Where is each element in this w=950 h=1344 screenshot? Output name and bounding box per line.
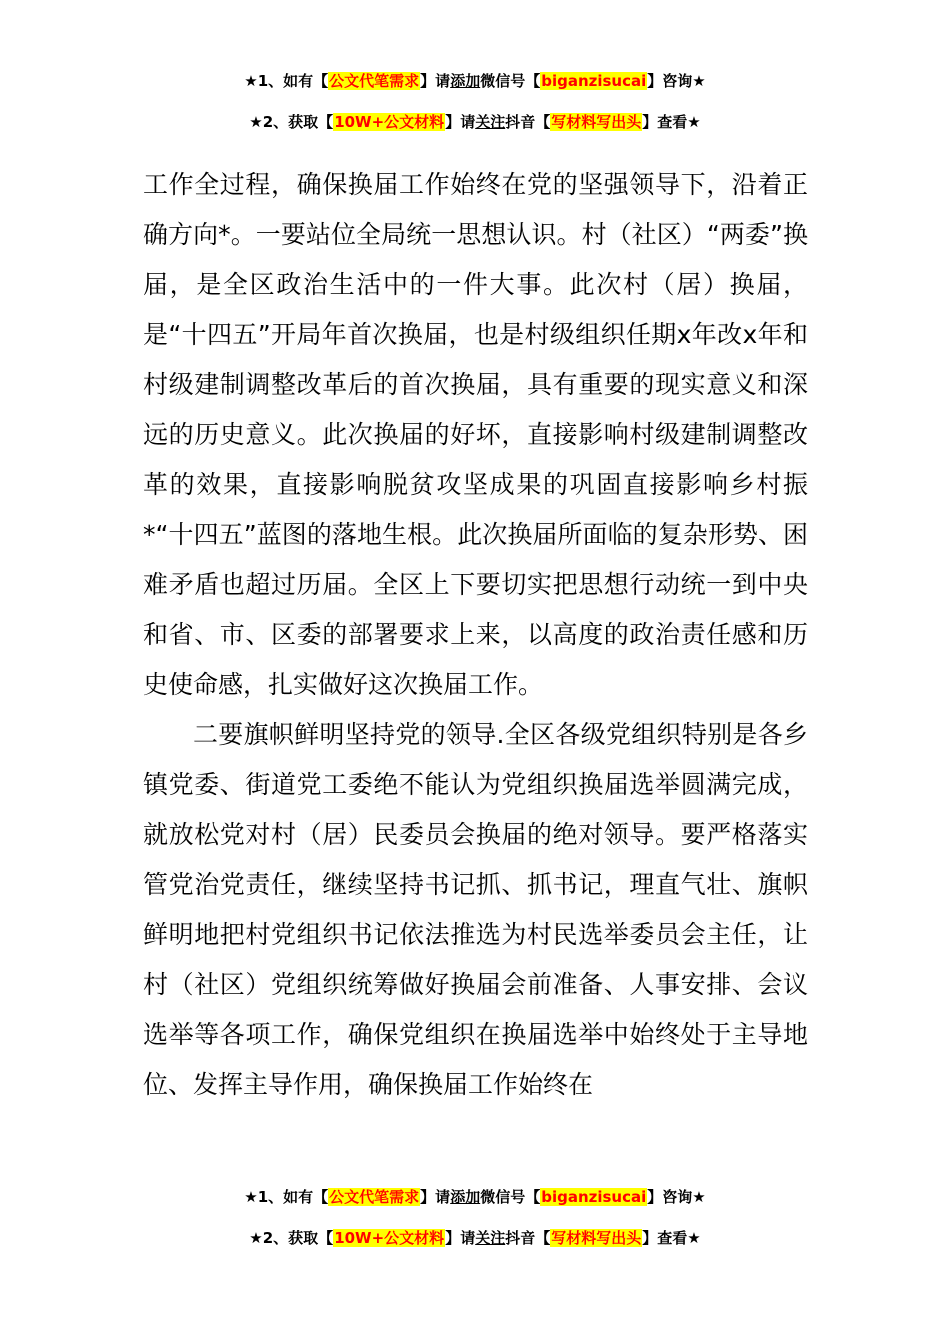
footer-1-highlight-service: 公文代笔需求: [329, 1188, 420, 1206]
footer-2-highlight-materials: 10W+公文材料: [334, 1229, 445, 1247]
footer-2-highlight-douyin: 写材料写出头: [551, 1229, 642, 1247]
banner-2-middle-2: 抖音【: [505, 113, 551, 131]
footer-2-prefix: ★2、获取【: [249, 1229, 334, 1247]
banner-1-highlight-wechat: biganzisucai: [541, 72, 647, 90]
banner-1-middle-2: 微信号【: [480, 72, 541, 90]
footer-1-suffix: 】咨询★: [647, 1188, 706, 1206]
footer-banner-line-1: [0, 1187, 950, 1207]
paragraph-2: 二要旗帜鲜明坚持党的领导.全区各级党组织特别是各乡镇党委、街道党工委绝不能认为党组织换届选举圆满完成，就放松党对村（居）民委员会换届的绝对领导。要严格落实管党治党责任，继续坚持书记抓、抓书记，理直气壮、旗帜鲜明地把村党组织书记依法推选为村民选举委员会主任，让村（社区）党组织统筹做好换届会前准备、人事安排、会议选举等各项工作，确保党组织在换届选举中始终处于主导地位、发挥主导作用，确保换届工作始终在: [143, 720, 808, 1099]
banner-2-middle: 】请: [445, 113, 476, 131]
footer-1-prefix: ★1、如有【: [244, 1188, 329, 1206]
banner-1-highlight-service: 公文代笔需求: [329, 72, 420, 90]
header-banner-line-1: [0, 71, 950, 91]
banner-2-highlight-materials: 10W+公文材料: [334, 113, 445, 131]
footer-1-highlight-wechat: biganzisucai: [541, 1188, 647, 1206]
paragraph-1: 工作全过程，确保换届工作始终在党的坚强领导下，沿着正确方向*。一要站位全局统一思想认识。村（社区）“两委”换届，是全区政治生活中的一件大事。此次村（居）换届，是“十四五”开局年首次换届，也是村级组织任期x年改x年和村级建制调整改革后的首次换届，具有重要的现实意义和深远的历史意义。此次换届的好坏，直接影响村级建制调整改革的效果，直接影响脱贫攻坚成果的巩固直接影响乡村振*“十四五”蓝图的落地生根。此次换届所面临的复杂形势、困难矛盾也超过历届。全区上下要切实把思想行动统一到中央和省、市、区委的部署要求上来，以高度的政治责任感和历史使命感，扎实做好这次换届工作。: [143, 170, 808, 699]
document-body: [143, 160, 808, 1110]
footer-1-middle: 】请: [420, 1188, 451, 1206]
footer-2-emphasis: 关注: [475, 1229, 506, 1247]
footer-2-middle-2: 抖音【: [505, 1229, 551, 1247]
banner-2-emphasis: 关注: [475, 113, 506, 131]
banner-2-highlight-douyin: 写材料写出头: [551, 113, 642, 131]
footer-2-middle: 】请: [445, 1229, 476, 1247]
banner-1-prefix: ★1、如有【: [244, 72, 329, 90]
header-banner-line-2: [0, 112, 950, 132]
banner-1-suffix: 】咨询★: [647, 72, 706, 90]
footer-2-suffix: 】查看★: [642, 1229, 701, 1247]
banner-1-middle: 】请: [420, 72, 451, 90]
banner-1-emphasis: 添加: [450, 72, 481, 90]
footer-banner-line-2: [0, 1228, 950, 1248]
banner-2-prefix: ★2、获取【: [249, 113, 334, 131]
footer-1-emphasis: 添加: [450, 1188, 481, 1206]
banner-2-suffix: 】查看★: [642, 113, 701, 131]
footer-1-middle-2: 微信号【: [480, 1188, 541, 1206]
